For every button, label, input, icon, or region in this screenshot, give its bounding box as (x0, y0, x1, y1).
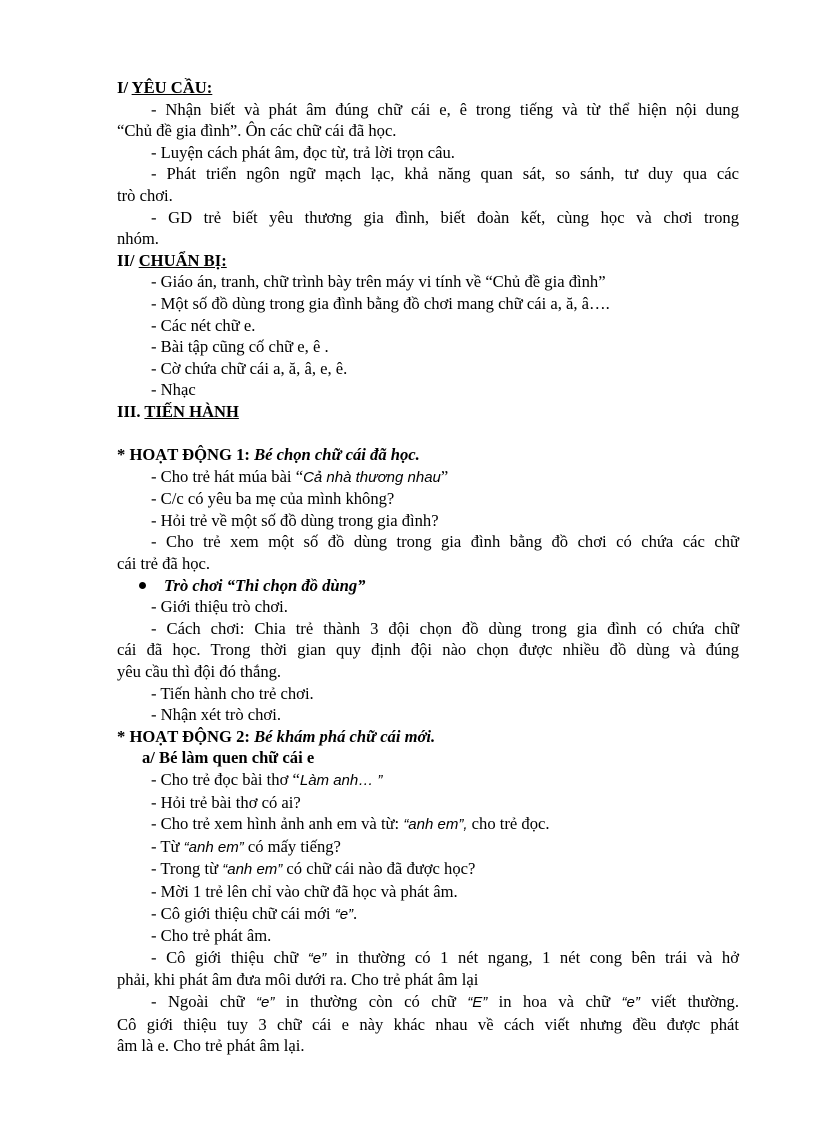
list-item: - Giáo án, tranh, chữ trình bày trên máy vi tính về “Chủ đề gia đình” (151, 272, 606, 292)
paragraph-line: - Cho trẻ xem hình ảnh anh em và từ: “anh em”, cho trẻ đọc. (151, 814, 550, 834)
paragraph-line: - Luyện cách phát âm, đọc từ, trả lời trọn câu. (151, 142, 455, 162)
game-heading (117, 575, 739, 597)
list-item: - Cờ chứa chữ cái a, ă, â, e, ê. (151, 358, 348, 378)
paragraph-line: - Cách chơi: Chia trẻ thành 3 đội chọn đồ dùng trong gia đình có chứa chữ (151, 618, 739, 638)
paragraph-line: âm là e. Cho trẻ phát âm lại. (117, 1036, 305, 1056)
paragraph-line: yêu cầu thì đội đó thắng. (117, 662, 282, 682)
paragraph-line: phải, khi phát âm đưa môi dưới ra. Cho trẻ phát âm lại (117, 970, 479, 990)
paragraph-line: Cô giới thiệu tuy 3 chữ cái e này khác nhau về cách viết nhưng đều được phát (117, 1014, 739, 1034)
activity-label: * HOẠT ĐỘNG 1: (117, 445, 250, 465)
list-item: - Nhạc (151, 380, 196, 400)
paragraph-line: - Cho trẻ phát âm. (151, 926, 272, 946)
activity-1-heading (117, 444, 739, 466)
section-heading-procedure (117, 401, 739, 423)
poem-title: Làm anh… ” (299, 772, 383, 789)
paragraph-line: cái đã học. Trong thời gian quy định đội nào chọn được nhiều đồ dùng và đúng (117, 640, 739, 660)
paragraph-line: “Chủ đề gia đình”. Ôn các chữ cái đã học. (117, 121, 397, 141)
section-number: I/ (117, 78, 129, 97)
paragraph-line: - Hỏi trẻ về một số đồ dùng trong gia đình? (151, 510, 439, 530)
paragraph-line: - Cô giới thiệu chữ cái mới “e”. (151, 903, 358, 923)
paragraph-line: - Cô giới thiệu chữ “e” in thường có 1 nét ngang, 1 nét cong bên trái và hở (151, 947, 739, 967)
list-item: - Một số đồ dùng trong gia đình bằng đồ chơi mang chữ cái a, ă, â…. (151, 293, 610, 313)
paragraph-line: - Trong từ “anh em” có chữ cái nào đã được học? (151, 859, 476, 879)
paragraph-line: - Mời 1 trẻ lên chỉ vào chữ đã học và phát âm. (151, 881, 458, 901)
paragraph-line: - C/c có yêu ba mẹ của mình không? (151, 489, 395, 509)
paragraph-line: - Giới thiệu trò chơi. (151, 597, 288, 617)
game-title: Trò chơi “Thi chọn đồ dùng” (164, 575, 366, 595)
paragraph-line: - Nhận biết và phát âm đúng chữ cái e, ê trong tiếng và từ thể hiện nội dung (151, 99, 739, 119)
list-item: - Bài tập cũng cố chữ e, ê . (151, 337, 329, 357)
section-number: III. (117, 401, 141, 421)
paragraph-line: - Cho trẻ hát múa bài “Cả nhà thương nhau” (151, 466, 449, 486)
paragraph-line: - Tiến hành cho trẻ chơi. (151, 683, 314, 703)
section-title: CHUẨN BỊ: (138, 250, 227, 270)
activity-2-heading (117, 726, 739, 748)
paragraph-line: - Phát triển ngôn ngữ mạch lạc, khả năng quan sát, so sánh, tư duy qua các (151, 164, 739, 184)
subsection-heading: a/ Bé làm quen chữ cái e (142, 748, 315, 768)
section-heading-requirements (117, 77, 739, 99)
section-heading-preparation (117, 250, 739, 272)
paragraph-line: nhóm. (117, 229, 159, 249)
song-title: Cả nhà thương nhau (303, 468, 441, 486)
paragraph-line: trò chơi. (117, 185, 173, 205)
section-title: YÊU CẦU: (131, 78, 213, 97)
bullet-icon (139, 582, 146, 589)
paragraph-line: cái trẻ đã học. (117, 554, 211, 574)
list-item: - Các nét chữ e. (151, 315, 256, 335)
paragraph-line: - Cho trẻ xem một số đồ dùng trong gia đình bằng đồ chơi có chứa các chữ (151, 532, 739, 552)
blank-line (117, 423, 739, 445)
paragraph-line: - GD trẻ biết yêu thương gia đình, biết đoàn kết, cùng học và chơi trong (151, 207, 739, 227)
paragraph-line: - Từ “anh em” có mấy tiếng? (151, 836, 341, 856)
activity-label: * HOẠT ĐỘNG 2: (117, 726, 250, 746)
activity-title: Bé chọn chữ cái đã học. (254, 445, 420, 465)
paragraph-line: - Nhận xét trò chơi. (151, 705, 281, 725)
paragraph-line: - Cho trẻ đọc bài thơ “Làm anh… ” (151, 770, 383, 789)
section-title: TIẾN HÀNH (144, 401, 239, 421)
activity-title: Bé khám phá chữ cái mới. (254, 726, 436, 746)
section-number: II/ (117, 250, 135, 270)
paragraph-line: - Hỏi trẻ bài thơ có ai? (151, 792, 301, 812)
document-page (117, 77, 739, 1057)
paragraph-line: - Ngoài chữ “e” in thường còn có chữ “E” in hoa và chữ “e” viết thường. (151, 991, 739, 1011)
